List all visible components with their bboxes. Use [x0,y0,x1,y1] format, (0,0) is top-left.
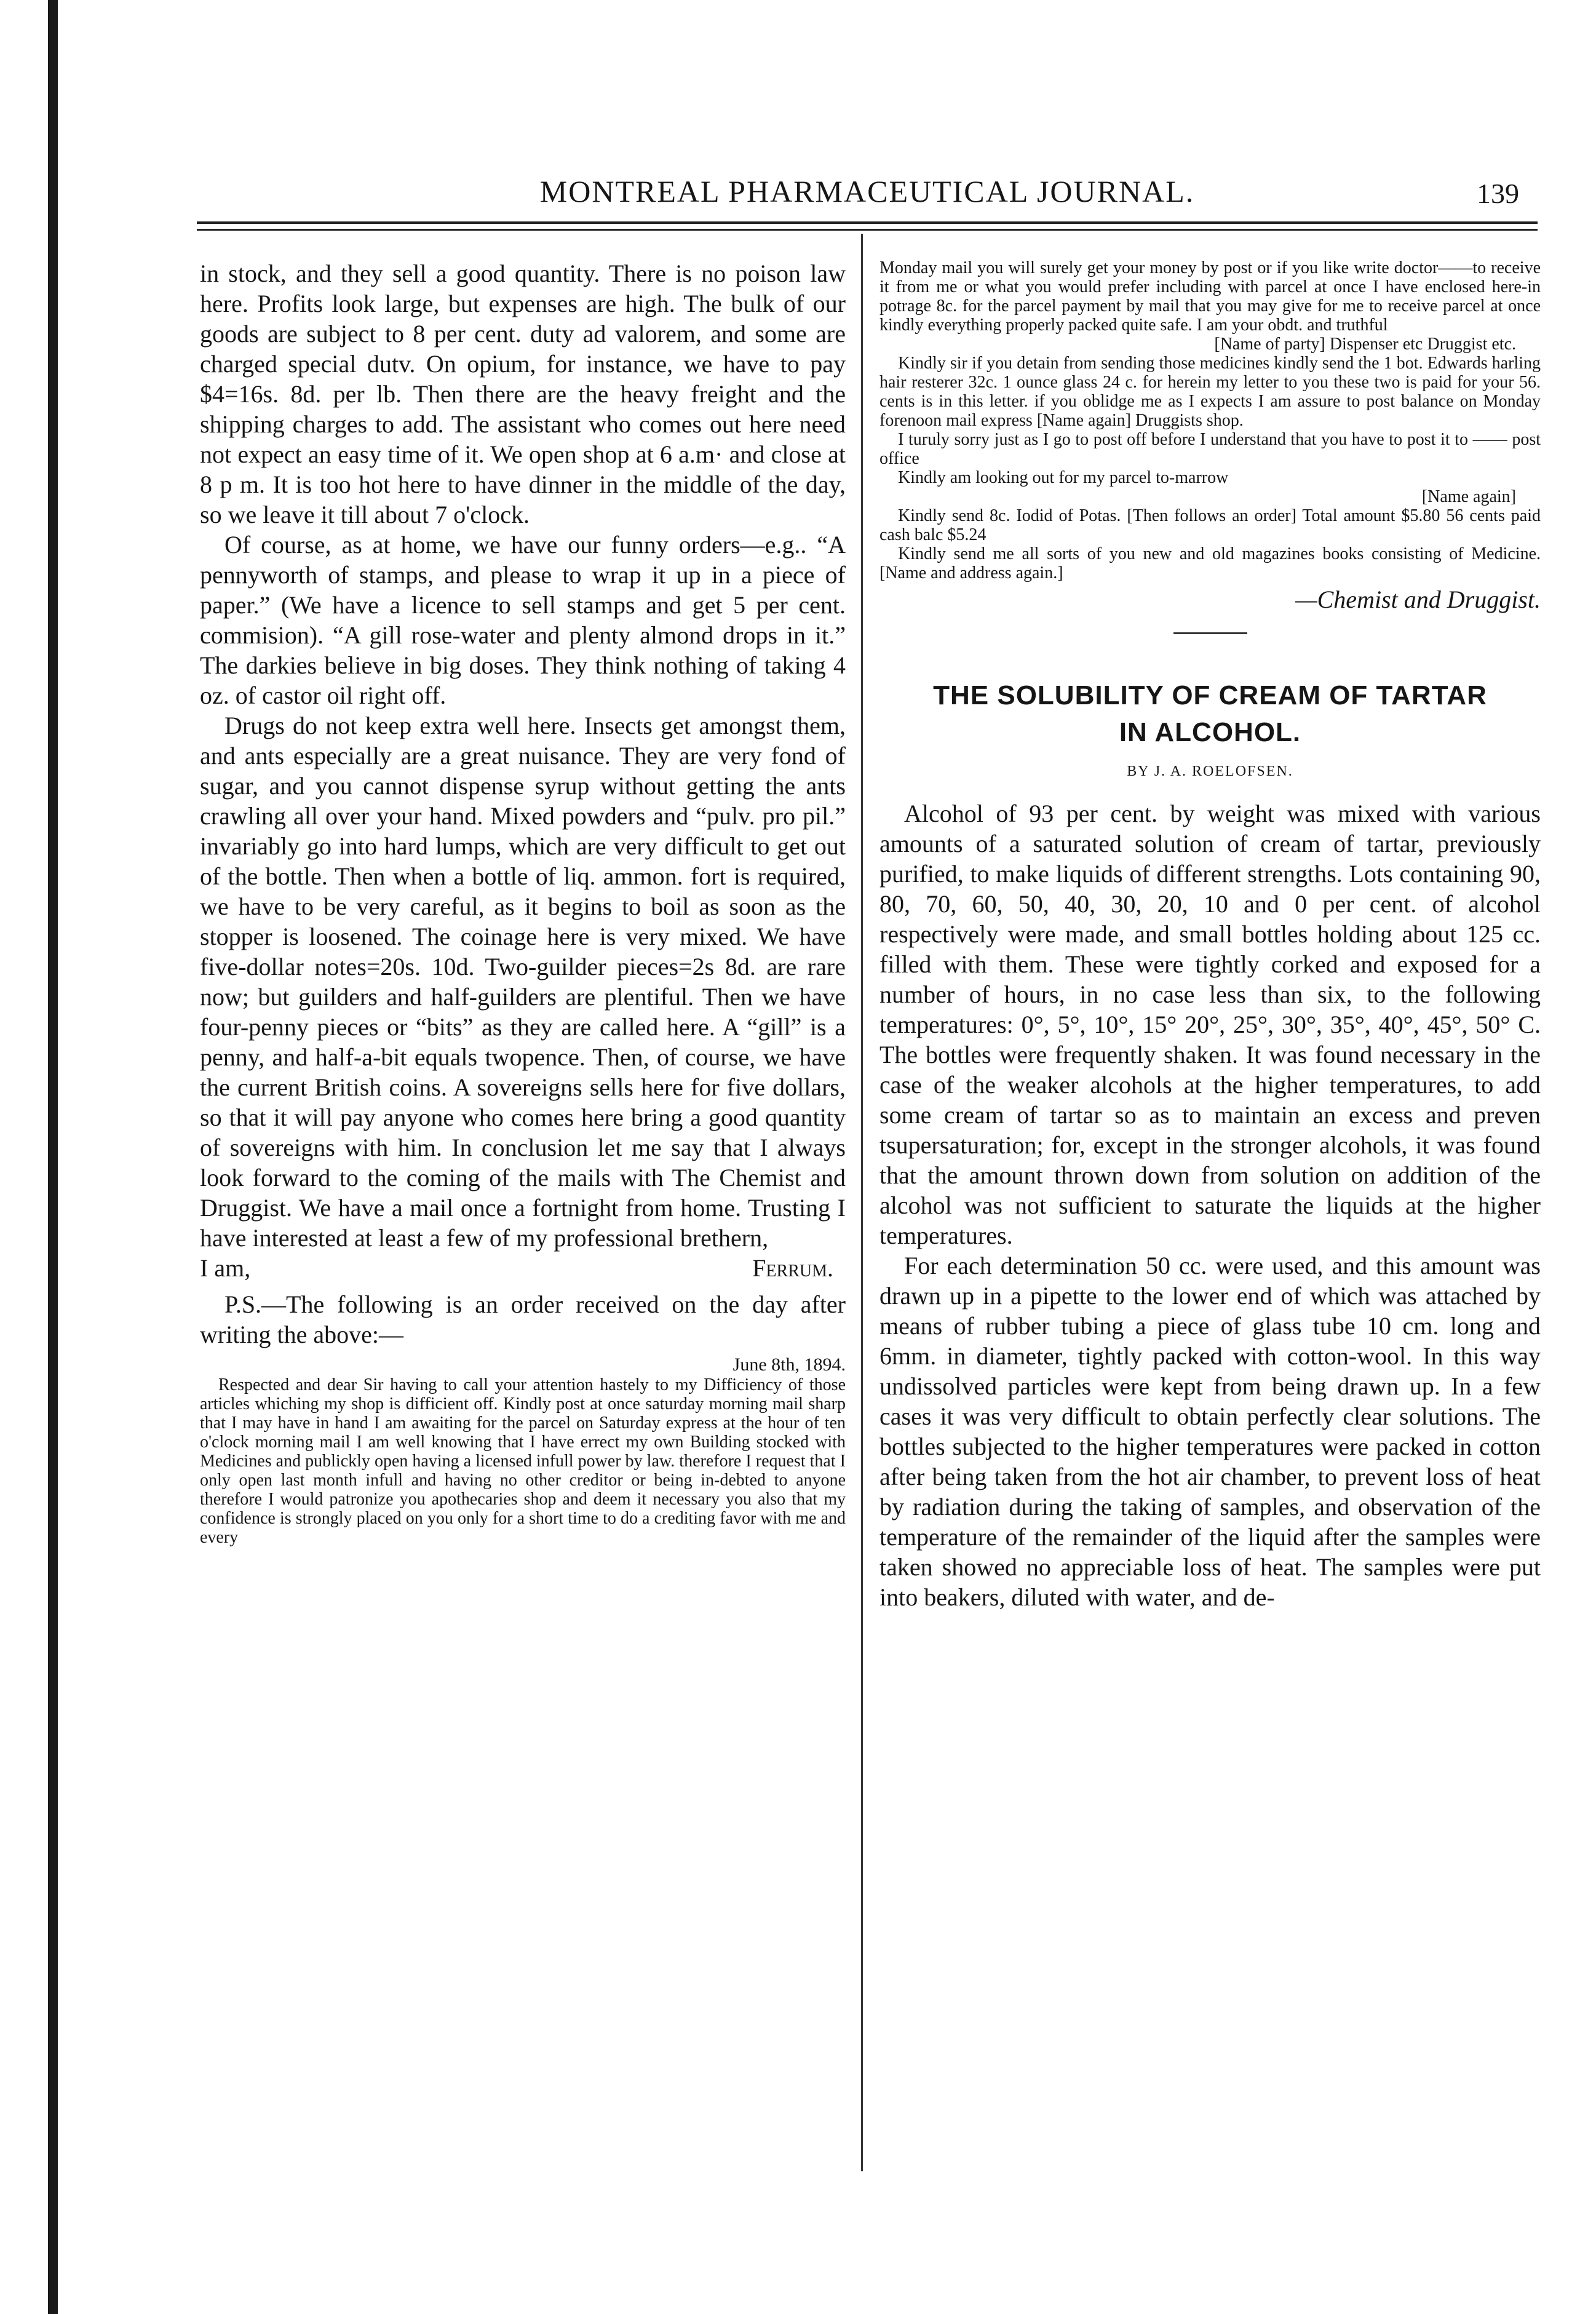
postscript: P.S.—The following is an order received on the day after writing the above:— [200,1290,846,1348]
order-paragraph: Kindly am looking out for my parcel to-marrow [898,468,1229,487]
paragraph: in stock, and they sell a good quantity. There is no poison law here. Profits look large, but expenses are high. The bulk of our goods are subject to 8 per cent. duty ad valorem, and some are charged special dutv. On opium, for instance, we have to pay $4=16s. 8d. per lb. Then there are the heavy freight and the shipping charges to add. The assistant who comes out here need not expect an easy time of it. We open shop at 6 a.m· and close at 8 p m. It is too hot here to have dinner in the middle of the day, so we leave it till about 7 o'clock. [200,260,846,528]
left-column [200,258,846,1547]
paragraph: Alcohol of 93 per cent. by weight was mixed with various amounts of a saturated solution of cream of tartar, previously purified, to make liquids of different strengths. Lots containing 90, 80, 70, 60, 50, 40, 30, 20, 10 and 0 per cent. of alcohol respectively were made, and small bottles holding about 125 cc. filled with them. These were tightly corked and exposed for a number of hours, in no case less than six, to the following temperatures: 0°, 5°, 10°, 15° 20°, 25°, 30°, 35°, 40°, 45°, 50° C. The bottles were frequently shaken. It was found necessary in the case of the weaker alcohols at the higher temperatures, to add some cream of tartar so as to maintain an excess and preven tsupersaturation; for, except in the stronger alcohols, it was found that the amount thrown down from solution on addition of the alcohol was not sufficient to saturate the liquids at the higher temperatures. [879,800,1541,1249]
order-paragraph: Kindly send me all sorts of you new and old magazines books consisting of Medicine. [Name and address again.] [879,544,1541,582]
paragraph: Drugs do not keep extra well here. Insects get amongst them, and ants especially are a great nuisance. They are very fond of sugar, and you cannot dispense syrup without getting the ants crawling all over your hand. Mixed powders and “pulv. pro pil.” invariably go into hard lumps, which are very difficult to get out of the bottle. Then when a bottle of liq. ammon. fort is required, we have to be very careful, as it begins to boil as soon as the stopper is loosened. The coinage here is very mixed. We have five-dollar notes=20s. 10d. Two-guilder pieces=2s 8d. are rare now; but guilders and half-guilders are plentiful. Then we have four-penny pieces or “bits” as they are called here. A “gill” is a penny, and half-a-bit equals twopence. Then, of course, we have the current British coins. A sovereigns sells here for five dollars, so that it will pay anyone who comes here bring a good quantity of sovereigns with him. In conclusion let me say that I always look forward to the coming of the mails with The Chemist and Druggist. We have a mail once a fortnight from home. Trusting I have interested at least a few of my professional brethern, [200,712,846,1252]
column-divider [861,234,863,2171]
paragraph: Of course, as at home, we have our funny orders—e.g.. “A pennyworth of stamps, and please to wrap it up in a piece of paper.” (We have a licence to sell stamps and get 5 per cent. commision). “A gill rose-water and plenty almond drops in it.” The darkies believe in big doses. They think nothing of taking 4 oz. of castor oil right off. [200,531,846,709]
binding-edge [48,0,58,2314]
order-letter [200,1354,846,1547]
article-title-line1: THE SOLUBILITY OF CREAM OF TARTAR [933,680,1487,710]
article-title-line2: IN ALCOHOL. [1119,717,1301,747]
header-rule [197,221,1538,224]
source-attribution: —Chemist and Druggist. [1295,586,1541,613]
order-paragraph: [Name of party] Dispenser etc Druggist etc. [1214,335,1516,354]
running-title: MONTREAL PHARMACEUTICAL JOURNAL. [539,174,1195,209]
order-text: Respected and dear Sir having to call your attention hastely to my Difficiency of those articles whiching my shop is difficient off. Kindly post at once saturday morning mail sharp that I may have in hand I am awaiting for the parcel on Saturday express at the hour of ten o'clock morning mail I am well knowing that I have errect my own Building stocked with Medicines and publickly open having a licensed infull power by law. therefore I request that I only open last month infull and having no other creditor or being in-debted to anyone therefore I would patronize you apothecaries shop and deem it necessary you also that my confidence is strongly placed on you only for a short time to do a crediting favor with me and every [200,1375,846,1547]
order-paragraph: I turuly sorry just as I go to post off before I understand that you have to post it to —— post office [879,430,1541,468]
header-rule-thin [197,229,1538,231]
page-header [197,170,1538,213]
order-paragraph: Kindly send 8c. Iodid of Potas. [Then follows an order] Total amount $5.80 56 cents paid cash balc $5.24 [879,506,1541,544]
order-continued [879,258,1541,582]
right-column [879,258,1541,1612]
order-paragraph: Monday mail you will surely get your money by post or if you like write doctor——to receive it from me or what you would prefer including with parcel at once I have enclosed here-in potrage 8c. for the parcel payment by mail that you may give for me to receive parcel at once kindly everything properly packed quite safe. I am your obdt. and truthful [879,258,1541,335]
page-number: 139 [1477,178,1519,209]
article-body [879,798,1541,1612]
article-byline: BY J. A. ROELOFSEN. [1127,763,1293,779]
article-title [879,677,1541,751]
order-date: June 8th, 1894. [732,1354,846,1375]
order-paragraph: [Name again] [1421,487,1516,506]
closing: I am, [200,1254,251,1282]
signature: Ferrum. [752,1254,833,1282]
closing-row [200,1253,846,1283]
section-separator [1173,632,1247,634]
paragraph: For each determination 50 cc. were used, and this amount was drawn up in a pipette to the lower end of which was attached by means of rubber tubing a piece of glass tube 10 cm. long and 6mm. in diameter, tightly packed with cotton-wool. In this way undissolved particles were kept from being drawn up. In a few cases it was very difficult to obtain perfectly clear solutions. The bottles subjected to the higher temperatures were packed in cotton after being taken from the hot air chamber, to prevent loss of heat by radiation during the taking of samples, and observation of the temperature of the remainder of the liquid after the samples were taken showed no appreciable loss of heat. The samples were put into beakers, diluted with water, and de- [879,1252,1541,1611]
order-paragraph: Kindly sir if you detain from sending those medicines kindly send the 1 bot. Edwards harling hair resterer 32c. 1 ounce glass 24 c. for herein my letter to you these two is paid for your 56. cents is in this letter. if you oblidge me as I expects I am assure to post balance on Monday forenoon mail express [Name again] Druggists shop. [879,354,1541,430]
